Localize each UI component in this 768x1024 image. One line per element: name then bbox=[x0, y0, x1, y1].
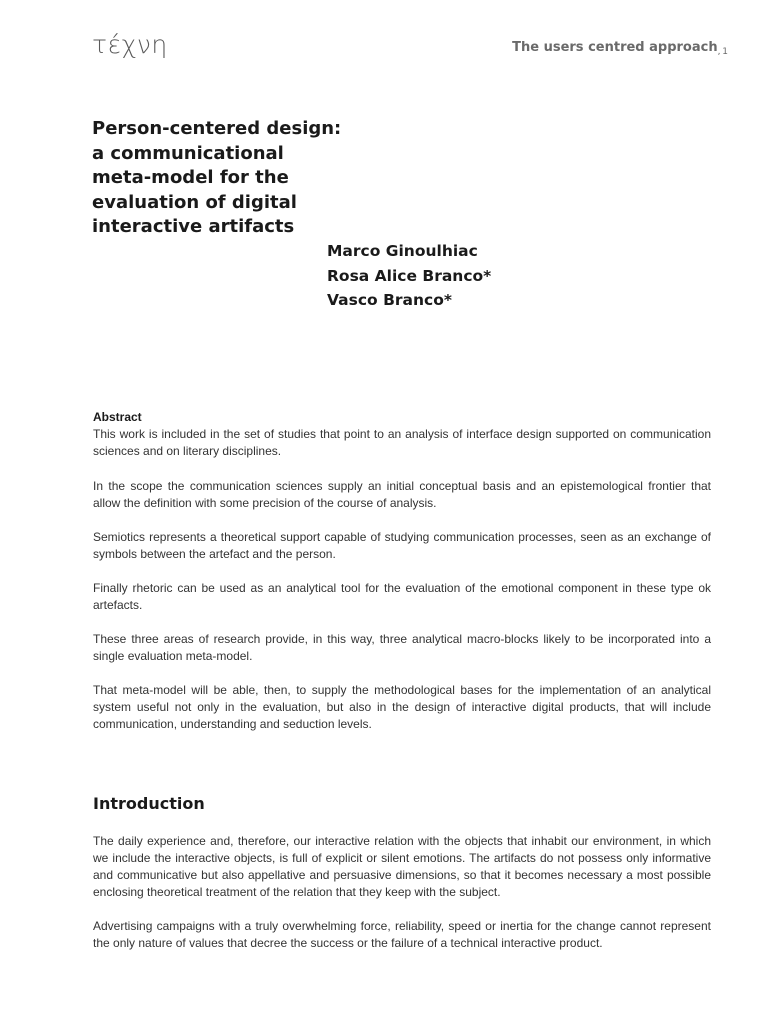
author-name: Rosa Alice Branco* bbox=[327, 266, 492, 285]
abstract-paragraph: Finally rhetoric can be used as an analytical tool for the evaluation of the emotional component in these type ok artefacts. bbox=[93, 581, 711, 612]
running-title: The users centred approach bbox=[512, 40, 718, 55]
journal-logo: τέχνη bbox=[92, 30, 168, 59]
title-line: evaluation of digital bbox=[92, 191, 297, 213]
abstract-label: Abstract bbox=[93, 410, 142, 424]
page-number: , 1 bbox=[717, 47, 728, 57]
abstract-paragraph: These three areas of research provide, in this way, three analytical macro-blocks likely to be incorporated into a single evaluation meta-model. bbox=[93, 632, 711, 663]
running-header bbox=[512, 40, 728, 57]
author-name: Marco Ginoulhiac bbox=[327, 242, 478, 260]
abstract-paragraph: Semiotics represents a theoretical support capable of studying communication processes, seen as an exchange of symbols between the artefact and the person. bbox=[93, 530, 711, 561]
section-heading-introduction: Introduction bbox=[93, 794, 205, 813]
title-line: a communicational bbox=[92, 142, 284, 164]
introduction-paragraph: The daily experience and, therefore, our interactive relation with the objects that inhabit our environment, in which we include the interactive objects, is full of explicit or silent emotions. The artifacts do not possess only informative and communicative but also appellative and persuasive dimensions, so that it becomes necessary a most possible enclosing theoretical treatment of the relation that they keep with the subject. bbox=[93, 834, 711, 899]
introduction-paragraph: Advertising campaigns with a truly overwhelming force, reliability, speed or inertia for the change cannot represent the only nature of values that decree the success or the failure of a technical interactive product. bbox=[93, 919, 711, 950]
paper-title bbox=[92, 117, 452, 240]
title-line: Person-centered design: bbox=[92, 118, 342, 139]
abstract-paragraph: This work is included in the set of studies that point to an analysis of interface design supported on communication sciences and on literary disciplines. bbox=[93, 427, 711, 458]
abstract-paragraph: That meta-model will be able, then, to supply the methodological bases for the implementation of an analytical system useful not only in the evaluation, but also in the design of interactive digital products, that will include communication, understanding and seduction levels. bbox=[93, 683, 711, 731]
title-line: meta-model for the bbox=[92, 167, 289, 188]
author-list bbox=[327, 239, 491, 313]
author-name: Vasco Branco* bbox=[327, 291, 452, 309]
title-line: interactive artifacts bbox=[92, 216, 295, 237]
abstract-paragraph: In the scope the communication sciences supply an initial conceptual basis and an epistemological frontier that allow the definition with some precision of the course of analysis. bbox=[93, 479, 711, 510]
